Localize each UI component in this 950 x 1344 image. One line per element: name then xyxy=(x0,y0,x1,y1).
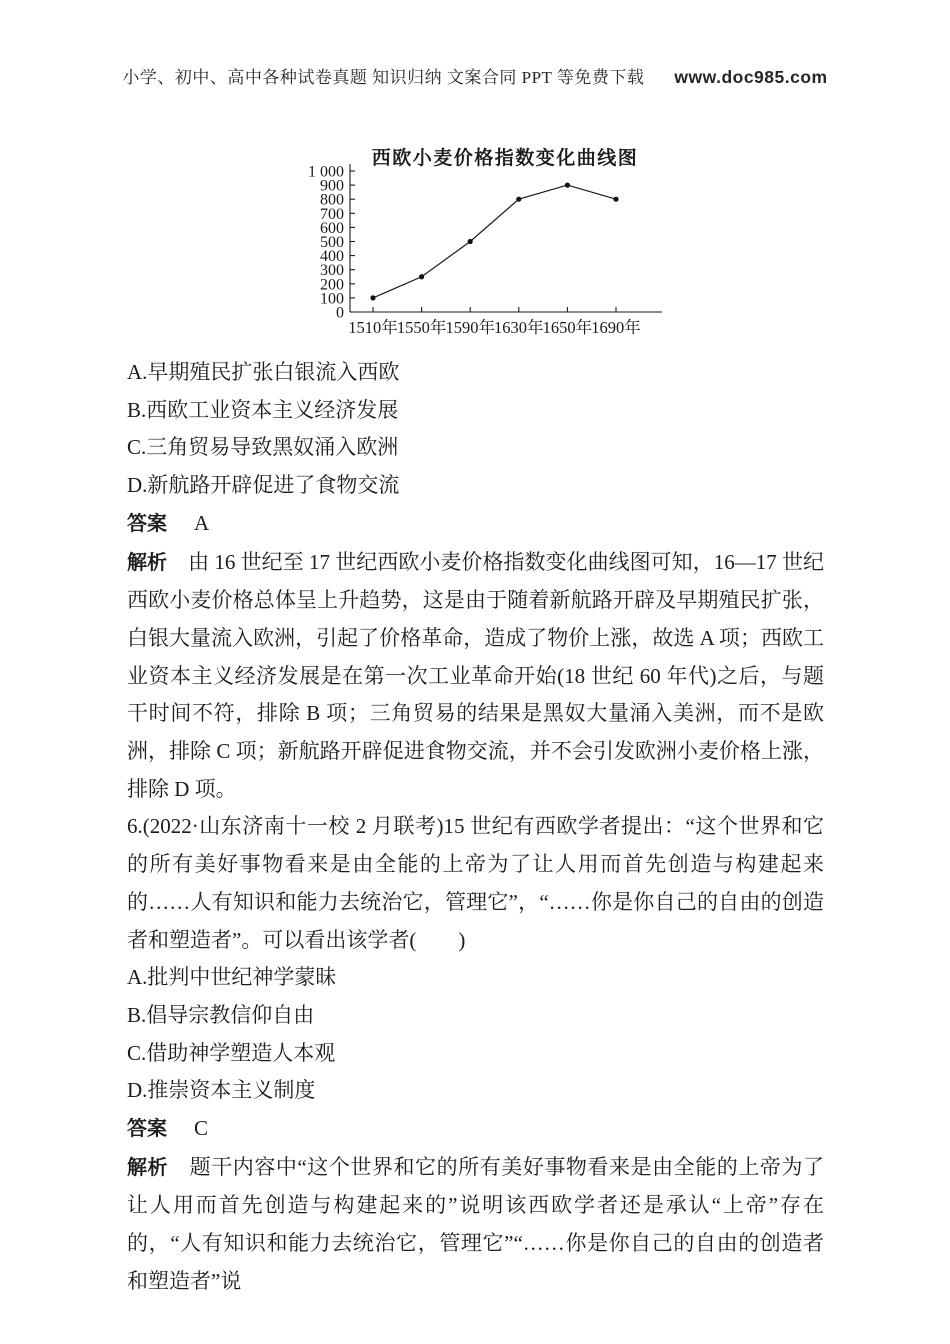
x-tick-label: 1550年 xyxy=(396,318,447,337)
x-tick-label: 1510年 xyxy=(348,318,398,337)
y-tick-label: 600 xyxy=(320,219,344,237)
header-text: 小学、初中、高中各种试卷真题 知识归纳 文案合同 PPT 等免费下载 xyxy=(122,68,645,87)
x-tick-label: 1690年 xyxy=(591,318,641,337)
question-block xyxy=(127,354,824,1301)
y-tick-label: 400 xyxy=(320,248,344,266)
y-tick-label: 0 xyxy=(336,304,344,322)
q5-option-d: D.新航路开辟促进了食物交流 xyxy=(127,473,400,498)
data-point xyxy=(516,197,521,202)
q5-option-a: A.早期殖民扩张白银流入西欧 xyxy=(127,360,400,384)
y-tick-label: 700 xyxy=(320,205,344,223)
q5-analysis-text: 由 16 世纪至 17 世纪西欧小麦价格指数变化曲线图可知，16—17 世纪西欧小麦价格总体呈上升趋势，这是由于随着新航路开辟及早期殖民扩张，白银大量流入欧洲，引起了价格革命，造成了物价上涨，故选 A 项；西欧工业资本主义经济发展是在第一次工业革命开始(18 世纪 60 年代)之后，与题干时间不符，排除 B 项；三角贸易的结果是黑奴大量涌入美洲，而不是欧洲，排除 C 项；新航路开辟促进食物交流，并不会引发欧洲小麦价格上涨，排除 D 项。 xyxy=(127,549,825,801)
y-tick-label: 200 xyxy=(320,276,344,294)
q6-option-c: C.借助神学塑造人本观 xyxy=(127,1040,336,1065)
chart-title: 西欧小麦价格指数变化曲线图 xyxy=(371,148,639,169)
site-url: www.doc985.com xyxy=(674,67,828,87)
q6-stem: 6.(2022·山东济南十一校 2 月联考)15 世纪有西欧学者提出：“这个世界和它的所有美好事物看来是由全能的上帝为了让人用而首先创造与构建起来的……人有知识和能力去统治它，管理它”，“……你是你自己的自由的创造者和塑造者”。可以看出该学者( ) xyxy=(127,814,824,952)
q6-answer-label: 答案 xyxy=(127,1118,167,1141)
y-tick-label: 500 xyxy=(320,234,344,251)
data-point xyxy=(468,239,473,244)
y-tick-label: 1 000 xyxy=(308,163,344,181)
chart-svg xyxy=(298,140,682,354)
y-tick-label: 800 xyxy=(320,191,344,209)
data-point xyxy=(613,197,618,202)
q5-answer-line xyxy=(127,505,824,544)
y-tick-label: 300 xyxy=(320,262,344,280)
x-tick-label: 1590年 xyxy=(445,318,495,337)
q5-analysis xyxy=(127,544,824,809)
q6-analysis-text: 题干内容中“这个世界和它的所有美好事物看来是由全能的上帝为了让人用而首先创造与构建起来的”说明该西欧学者还是承认“上帝”存在的，“人有知识和能力去统治它，管理它”“……你是你自己的自由的创造者和塑造者”说 xyxy=(127,1154,824,1293)
q5-option-b: B.西欧工业资本主义经济发展 xyxy=(127,397,399,422)
x-tick-label: 1630年 xyxy=(494,318,544,337)
q6-analysis xyxy=(127,1149,824,1301)
data-point xyxy=(419,274,424,279)
y-tick-label: 100 xyxy=(320,290,344,308)
q6-option-d: D.推崇资本主义制度 xyxy=(127,1078,316,1103)
x-tick-label: 1650年 xyxy=(542,318,593,337)
data-point xyxy=(370,295,375,300)
q6-analysis-label: 解析 xyxy=(127,1156,169,1179)
wheat-price-chart xyxy=(298,140,682,354)
data-point xyxy=(565,183,570,188)
q6-answer: C xyxy=(194,1116,209,1141)
q6-option-a: A.批判中世纪神学蒙昧 xyxy=(127,965,337,990)
price-line xyxy=(373,185,616,298)
q6-answer-line xyxy=(127,1110,824,1149)
q5-answer-label: 答案 xyxy=(127,512,167,535)
page-header xyxy=(0,63,950,88)
q5-option-c: C.三角贸易导致黑奴涌入欧洲 xyxy=(127,435,399,460)
q5-analysis-label: 解析 xyxy=(127,551,168,574)
q5-answer: A xyxy=(194,510,210,535)
q6-option-b: B.倡导宗教信仰自由 xyxy=(127,1002,315,1027)
y-tick-label: 900 xyxy=(320,177,344,195)
